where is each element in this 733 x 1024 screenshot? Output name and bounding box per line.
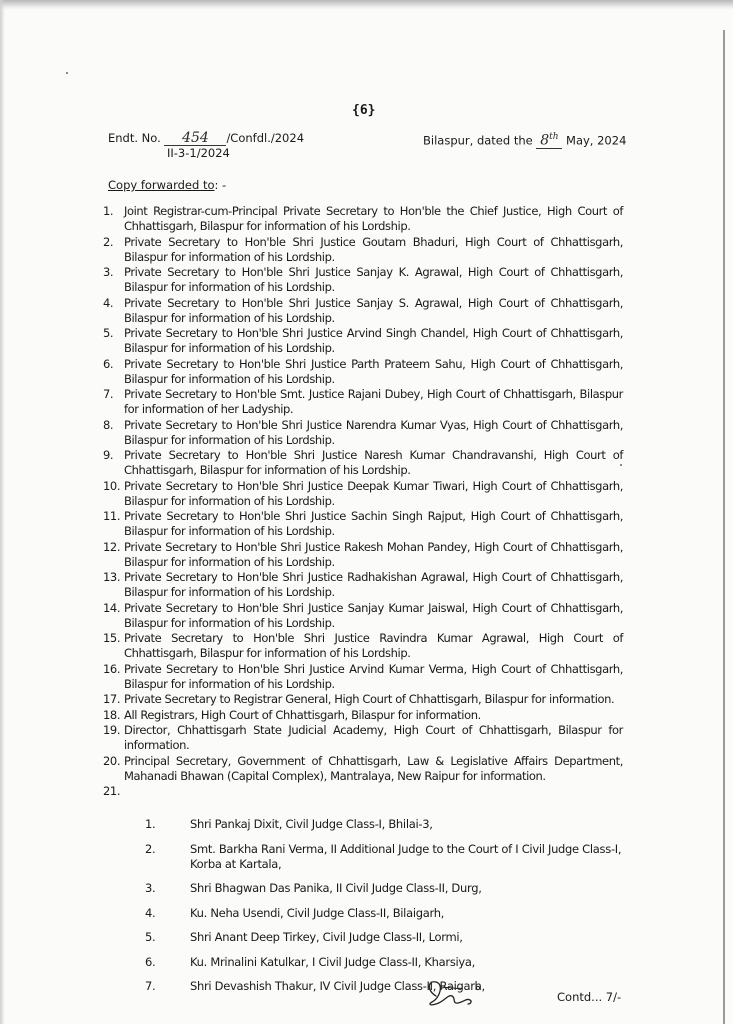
copy-forwarded-trail: : -: [214, 178, 227, 192]
item-number: 7.: [103, 387, 114, 401]
endorsement-line: [108, 130, 304, 146]
item-number: 9.: [103, 448, 114, 462]
date-day-number: 8: [540, 132, 550, 149]
item-text: Private Secretary to Hon'ble Shri Justice Rakesh Mohan Pandey, High Court of Chhattisgarh, Bilaspur for information of his Lordship.: [124, 539, 623, 569]
item-number: 18.: [103, 707, 121, 722]
item-text: Principal Secretary, Government of Chhattisgarh, Law & Legislative Affairs Department, Mahanadi Bhawan (Capital Complex), Mantralaya, New Raipur for information.: [124, 753, 623, 783]
file-reference: II-3-1/2024: [167, 146, 230, 160]
list-item: [103, 662, 623, 692]
recipient-list: [103, 204, 623, 800]
list-item: [103, 387, 623, 417]
item-text: Director, Chhattisgarh State Judicial Academy, High Court of Chhattisgarh, Bilaspur for information.: [124, 723, 623, 752]
endorsement-suffix: /Confdl./2024: [226, 131, 305, 145]
item-number: 1.: [145, 817, 156, 831]
list-item: [145, 906, 623, 921]
item-number: 16.: [103, 661, 121, 676]
endorsement-number: 454: [164, 131, 226, 146]
date-day-suffix: th: [549, 132, 559, 142]
item-text: Shri Bhagwan Das Panika, II Civil Judge Class-II, Durg,: [190, 881, 482, 895]
list-item: [103, 631, 623, 661]
scan-speck: [66, 72, 68, 74]
item-text: Private Secretary to Hon'ble Shri Justice Sanjay Kumar Jaiswal, High Court of Chhattisgarh, Bilaspur for information of his Lordship.: [124, 600, 623, 630]
continued-note: Contd... 7/-: [557, 990, 622, 1004]
item-number: 12.: [103, 539, 121, 554]
item-number: 7.: [145, 979, 156, 993]
list-item: [103, 692, 623, 707]
list-item: [103, 235, 623, 265]
item-text: Private Secretary to Hon'ble Smt. Justice Rajani Dubey, High Court of Chhattisgarh, Bilaspur for information of her Ladyship.: [124, 387, 623, 416]
item-text: [124, 784, 623, 799]
item-text: Private Secretary to Hon'ble Shri Justice Radhakishan Agrawal, High Court of Chhattisgarh, Bilaspur for information of his Lordship.: [124, 570, 623, 599]
item-text: Private Secretary to Hon'ble Shri Justice Sanjay S. Agrawal, High Court of Chhattisgarh, Bilaspur for information of his Lordship.: [124, 295, 623, 325]
item-text: Private Secretary to Hon'ble Shri Justice Deepak Kumar Tiwari, High Court of Chhattisgarh, Bilaspur for information of his Lordship.: [124, 478, 623, 508]
item-number: 15.: [103, 631, 121, 645]
item-number: 5.: [103, 326, 114, 340]
list-item: [103, 479, 623, 509]
copy-forwarded-label: Copy forwarded to: [108, 178, 215, 192]
item-number: 11.: [103, 509, 121, 523]
list-item: [103, 265, 623, 295]
item-text: All Registrars, High Court of Chhattisgarh, Bilaspur for information.: [124, 707, 481, 722]
item-text: Private Secretary to Hon'ble Shri Justice Parth Prateem Sahu, High Court of Chhattisgarh, Bilaspur for information of his Lordship.: [124, 356, 623, 386]
list-item: [103, 708, 623, 723]
list-item: [103, 418, 623, 448]
item-number: 21.: [103, 784, 121, 798]
item-text: Private Secretary to Hon'ble Shri Justice Narendra Kumar Vyas, High Court of Chhattisgarh, Bilaspur for information of his Lordship.: [124, 417, 623, 447]
item-number: 13.: [103, 570, 121, 584]
item-number: 2.: [145, 841, 156, 856]
list-item: [103, 570, 623, 600]
place-date-line: [423, 130, 626, 149]
list-item: [103, 784, 623, 799]
scan-top-edge: [0, 0, 733, 10]
item-text: Shri Pankaj Dixit, Civil Judge Class-I, Bhilai-3,: [190, 817, 433, 831]
list-item: [103, 509, 623, 539]
copy-forwarded-heading: [108, 178, 226, 192]
item-number: 10.: [103, 478, 121, 493]
item-number: 6.: [145, 954, 156, 969]
signature: [422, 976, 494, 1010]
date-day: [536, 130, 562, 149]
list-item: [145, 817, 623, 832]
item-number: 5.: [145, 930, 156, 944]
item-text: Private Secretary to Hon'ble Shri Justice Arvind Kumar Verma, High Court of Chhattisgarh, Bilaspur for information of his Lordship.: [124, 661, 623, 691]
list-item: [145, 930, 623, 945]
list-item: [145, 955, 623, 970]
scan-left-edge: [0, 0, 5, 1024]
item-text: Shri Anant Deep Tirkey, Civil Judge Class-II, Lormi,: [190, 930, 463, 944]
item-text: Ku. Neha Usendi, Civil Judge Class-II, Bilaigarh,: [190, 905, 445, 920]
item-text: Shri Devashish Thakur, IV Civil Judge Class-II, Raigarh,: [190, 979, 485, 993]
item-text: Joint Registrar-cum-Principal Private Secretary to Hon'ble the Chief Justice, High Court of Chhattisgarh, Bilaspur for information of his Lordship.: [124, 204, 623, 233]
item-text: Private Secretary to Hon'ble Shri Justice Arvind Singh Chandel, High Court of Chhattisgarh, Bilaspur for information of his Lordship.: [124, 326, 623, 355]
page-number: {6}: [352, 103, 376, 118]
item-number: 6.: [103, 356, 114, 371]
place-date-prefix: Bilaspur, dated the: [423, 133, 533, 148]
item-number: 3.: [103, 265, 114, 279]
item-text: Private Secretary to Hon'ble Shri Justice Sanjay K. Agrawal, High Court of Chhattisgarh, Bilaspur for information of his Lordship.: [124, 265, 623, 294]
item-text: Private Secretary to Hon'ble Shri Justice Ravindra Kumar Agrawal, High Court of Chhattisgarh, Bilaspur for information of his Lordship.: [124, 631, 623, 660]
item-text: Private Secretary to Hon'ble Shri Justice Sachin Singh Rajput, High Court of Chhattisgarh, Bilaspur for information of his Lordship.: [124, 509, 623, 538]
item-number: 1.: [103, 204, 114, 218]
item-text: Private Secretary to Registrar General, High Court of Chhattisgarh, Bilaspur for information.: [124, 692, 615, 706]
item-text: Private Secretary to Hon'ble Shri Justice Goutam Bhaduri, High Court of Chhattisgarh, Bilaspur for information of his Lordship.: [124, 234, 623, 264]
scan-right-edge: [723, 30, 725, 1024]
item-number: 19.: [103, 723, 121, 737]
list-item: [103, 540, 623, 570]
list-item: [103, 326, 623, 356]
list-item: [103, 357, 623, 387]
item-number: 4.: [145, 905, 156, 920]
list-item: [103, 448, 623, 478]
item-number: 4.: [103, 295, 114, 310]
list-item: [145, 979, 623, 994]
item-number: 2.: [103, 234, 114, 249]
item-number: 3.: [145, 881, 156, 895]
date-month-year: May, 2024: [566, 133, 627, 148]
item-text: Ku. Mrinalini Katulkar, I Civil Judge Class-II, Kharsiya,: [190, 954, 476, 969]
item-number: 17.: [103, 692, 121, 706]
item-number: 14.: [103, 600, 121, 615]
list-item: [103, 723, 623, 753]
list-item: [103, 601, 623, 631]
list-item: [103, 204, 623, 234]
officer-list: [145, 817, 623, 1004]
list-item: [145, 842, 623, 872]
item-text: Smt. Barkha Rani Verma, II Additional Judge to the Court of I Civil Judge Class-I, Korba at Kartala,: [190, 841, 622, 871]
list-item: [145, 881, 623, 896]
item-number: 8.: [103, 417, 114, 432]
list-item: [103, 754, 623, 784]
endorsement-label: Endt. No.: [108, 131, 161, 145]
list-item: [103, 296, 623, 326]
item-number: 20.: [103, 753, 121, 768]
item-text: Private Secretary to Hon'ble Shri Justice Naresh Kumar Chandravanshi, High Court of Chhattisgarh, Bilaspur for information of his Lordship.: [124, 448, 623, 477]
